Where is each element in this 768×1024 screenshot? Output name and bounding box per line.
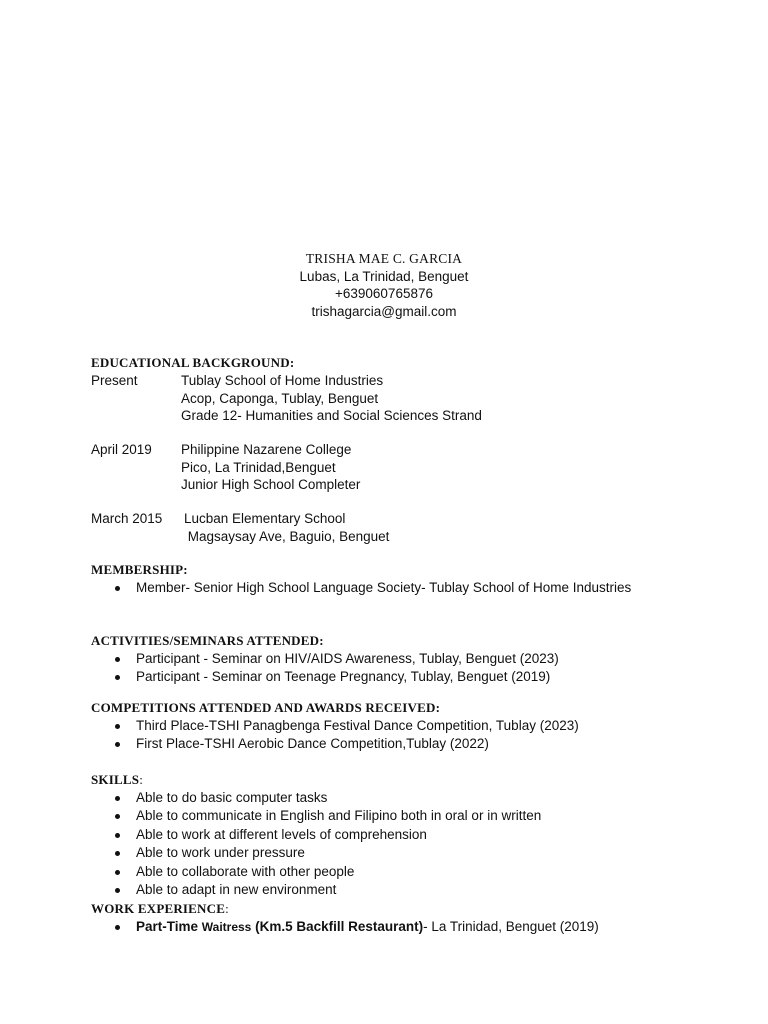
bullet-icon — [115, 796, 120, 801]
applicant-address: Lubas, La Trinidad, Benguet — [299, 268, 469, 284]
bullet-icon — [115, 742, 120, 747]
education-location: Magsaysay Ave, Baguio, Benguet — [184, 528, 390, 544]
work-role: Waitress — [201, 920, 252, 934]
activities-list — [91, 650, 677, 687]
work-colon: : — [225, 901, 229, 916]
list-item — [91, 863, 677, 881]
list-item — [91, 789, 677, 807]
skills-title: SKILLS — [91, 772, 140, 787]
education-date: March 2015 — [91, 511, 163, 526]
competition-item: Third Place-TSHI Panagbenga Festival Dance Competition, Tublay (2023) — [136, 718, 579, 733]
membership-heading: MEMBERSHIP: — [91, 562, 188, 577]
membership-item: Member- Senior High School Language Society- Tublay School of Home Industries — [136, 580, 632, 595]
education-detail: Grade 12- Humanities and Social Sciences Strand — [181, 408, 482, 423]
list-item — [91, 668, 677, 686]
list-item — [91, 717, 677, 735]
activities-heading: ACTIVITIES/SEMINARS ATTENDED: — [91, 633, 324, 648]
list-item — [91, 826, 677, 844]
education-school: Lucban Elementary School — [184, 511, 346, 526]
list-item — [91, 735, 677, 753]
skills-colon: : — [139, 772, 143, 787]
education-detail: Junior High School Completer — [181, 477, 361, 492]
skill-item: Able to communicate in English and Filipino both in oral or in written — [136, 808, 542, 824]
applicant-name: TRISHA MAE C. GARCIA — [305, 251, 463, 266]
applicant-phone: +639060765876 — [335, 286, 433, 301]
skill-item: Able to do basic computer tasks — [136, 790, 328, 805]
education-location: Pico, La Trinidad,Benguet — [181, 459, 336, 475]
competitions-list — [91, 717, 677, 754]
list-item — [91, 881, 677, 899]
bullet-icon — [115, 925, 120, 930]
education-date: Present — [91, 373, 138, 388]
skills-heading — [91, 771, 143, 789]
list-item — [91, 650, 677, 668]
list-item — [91, 579, 677, 597]
list-item — [91, 844, 677, 862]
bullet-icon — [115, 814, 120, 819]
bullet-icon — [115, 833, 120, 838]
bullet-icon — [115, 675, 120, 680]
education-heading: EDUCATIONAL BACKGROUND: — [91, 355, 295, 370]
work-type: Part-Time — [136, 919, 202, 934]
bullet-icon — [115, 586, 120, 591]
bullet-icon — [115, 657, 120, 662]
competitions-heading: COMPETITIONS ATTENDED AND AWARDS RECEIVED: — [91, 700, 441, 715]
education-school: Tublay School of Home Industries — [181, 373, 384, 388]
education-school: Philippine Nazarene College — [181, 442, 352, 457]
work-location: - La Trinidad, Benguet (2019) — [423, 919, 599, 934]
competition-item: First Place-TSHI Aerobic Dance Competition,Tublay (2022) — [136, 736, 489, 752]
education-date: April 2019 — [91, 442, 152, 457]
skill-item: Able to adapt in new environment — [136, 881, 337, 897]
activity-item: Participant - Seminar on HIV/AIDS Awareness, Tublay, Benguet (2023) — [136, 651, 559, 666]
bullet-icon — [115, 888, 120, 893]
resume-header — [0, 250, 768, 320]
skill-item: Able to work under pressure — [136, 845, 305, 861]
activity-item: Participant - Seminar on Teenage Pregnancy, Tublay, Benguet (2019) — [136, 669, 551, 685]
education-location: Acop, Caponga, Tublay, Benguet — [181, 390, 379, 406]
skills-list — [91, 789, 677, 899]
list-item — [91, 807, 677, 825]
work-employer: (Km.5 Backfill Restaurant) — [251, 919, 424, 934]
list-item — [91, 918, 677, 936]
applicant-email: trishagarcia@gmail.com — [311, 303, 457, 319]
bullet-icon — [115, 870, 120, 875]
work-heading — [91, 900, 229, 918]
bullet-icon — [115, 851, 120, 856]
skill-item: Able to work at different levels of comprehension — [136, 826, 427, 842]
skill-item: Able to collaborate with other people — [136, 863, 355, 879]
membership-list — [91, 579, 677, 597]
work-list — [91, 918, 677, 936]
work-title: WORK EXPERIENCE — [91, 901, 226, 916]
bullet-icon — [115, 724, 120, 729]
